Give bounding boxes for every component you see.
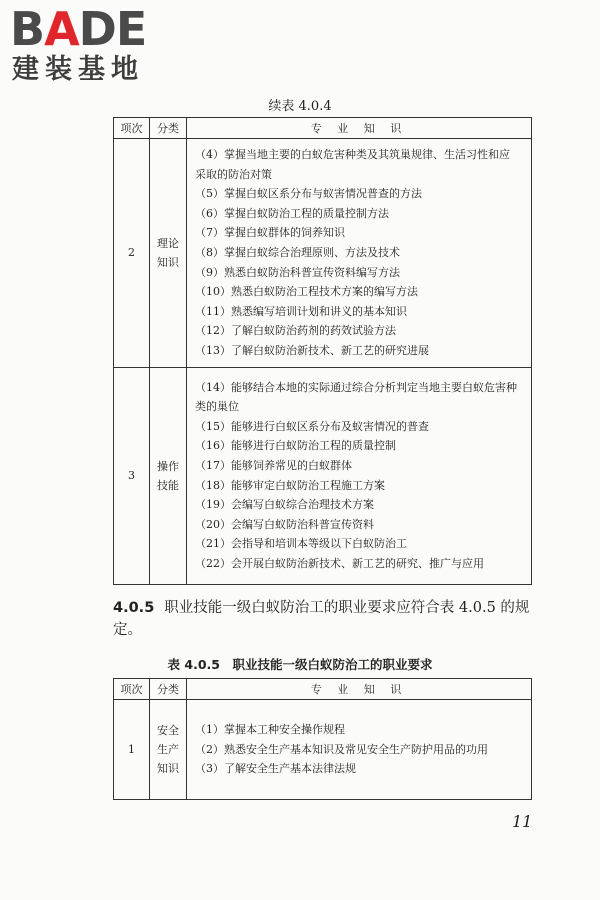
table-404-continued [113, 117, 532, 585]
page-number: 11 [512, 812, 533, 831]
table-row [114, 367, 532, 584]
clause-text: 职业技能一级白蚁防治工的职业要求应符合表 4.0.5 的规定。 [113, 600, 530, 638]
logo-wordmark: BADE [10, 2, 147, 56]
knowledge-item: （14）能够结合本地的实际通过综合分析判定当地主要白蚁危害种 [195, 380, 517, 394]
knowledge-item: （16）能够进行白蚁防治工程的质量控制 [195, 439, 396, 453]
row-category: 理论 知识 [150, 139, 187, 368]
knowledge-item: （9）熟悉白蚁防治科普宣传资料编写方法 [195, 265, 400, 279]
row-knowledge [187, 139, 532, 368]
table-continued-caption: 续表 4.0.4 [268, 99, 332, 114]
knowledge-item: （3）了解安全生产基本法律法规 [195, 762, 356, 776]
table-row [114, 700, 532, 800]
row-num: 1 [114, 700, 150, 800]
knowledge-item: （20）会编写白蚁防治科普宣传资料 [195, 517, 374, 531]
knowledge-item: 类的巢位 [195, 400, 239, 414]
knowledge-item: （12）了解白蚁防治药剂的药效试验方法 [195, 324, 396, 338]
clause-405 [113, 597, 538, 641]
table-header-row [114, 679, 532, 700]
knowledge-item: （1）掌握本工种安全操作规程 [195, 723, 345, 737]
row-knowledge [187, 700, 532, 800]
knowledge-item: （17）能够饲养常见的白蚁群体 [195, 458, 352, 472]
knowledge-item: （6）掌握白蚁防治工程的质量控制方法 [195, 206, 389, 220]
header-knowledge: 专 业 知 识 [187, 679, 532, 700]
table-405 [113, 678, 532, 800]
knowledge-item: （19）会编写白蚁综合治理技术方案 [195, 498, 374, 512]
header-num: 项次 [114, 679, 150, 700]
knowledge-item: （5）掌握白蚁区系分布与蚁害情况普查的方法 [195, 187, 422, 201]
row-knowledge [187, 367, 532, 584]
table-row [114, 139, 532, 368]
knowledge-item: （15）能够进行白蚁区系分布及蚁害情况的普查 [195, 419, 429, 433]
table-header-row [114, 118, 532, 139]
knowledge-item: （4）掌握当地主要的白蚁危害种类及其筑巢规律、生活习性和应 [195, 148, 510, 161]
knowledge-item: （21）会指导和培训本等级以下白蚁防治工 [195, 537, 407, 551]
knowledge-item: （2）熟悉安全生产基本知识及常见安全生产防护用品的功用 [195, 742, 488, 756]
knowledge-item: （11）熟悉编写培训计划和讲义的基本知识 [195, 304, 407, 318]
knowledge-item: （7）掌握白蚁群体的饲养知识 [195, 226, 345, 240]
row-category: 安全 生产 知识 [150, 700, 187, 800]
knowledge-item: （22）会开展白蚁防治新技术、新工艺的研究、推广与应用 [195, 556, 484, 570]
row-num: 3 [114, 367, 150, 584]
row-category: 操作 技能 [150, 367, 187, 584]
knowledge-item: （18）能够审定白蚁防治工程施工方案 [195, 478, 385, 492]
knowledge-item: （10）熟悉白蚁防治工程技术方案的编写方法 [195, 285, 418, 299]
header-num: 项次 [114, 118, 150, 139]
knowledge-item: 采取的防治对策 [195, 167, 272, 181]
header-knowledge: 专 业 知 识 [187, 118, 532, 139]
header-category: 分类 [150, 679, 187, 700]
table-405-caption: 表 4.0.5 职业技能一级白蚁防治工的职业要求 [167, 657, 433, 672]
header-category: 分类 [150, 118, 187, 139]
knowledge-item: （13）了解白蚁防治新技术、新工艺的研究进展 [195, 343, 429, 357]
logo-subtitle: 建装基地 [12, 54, 144, 85]
row-num: 2 [114, 139, 150, 368]
clause-number: 4.0.5 [113, 600, 155, 616]
brand-logo [10, 4, 146, 86]
knowledge-item: （8）掌握白蚁综合治理原则、方法及技术 [195, 245, 400, 259]
